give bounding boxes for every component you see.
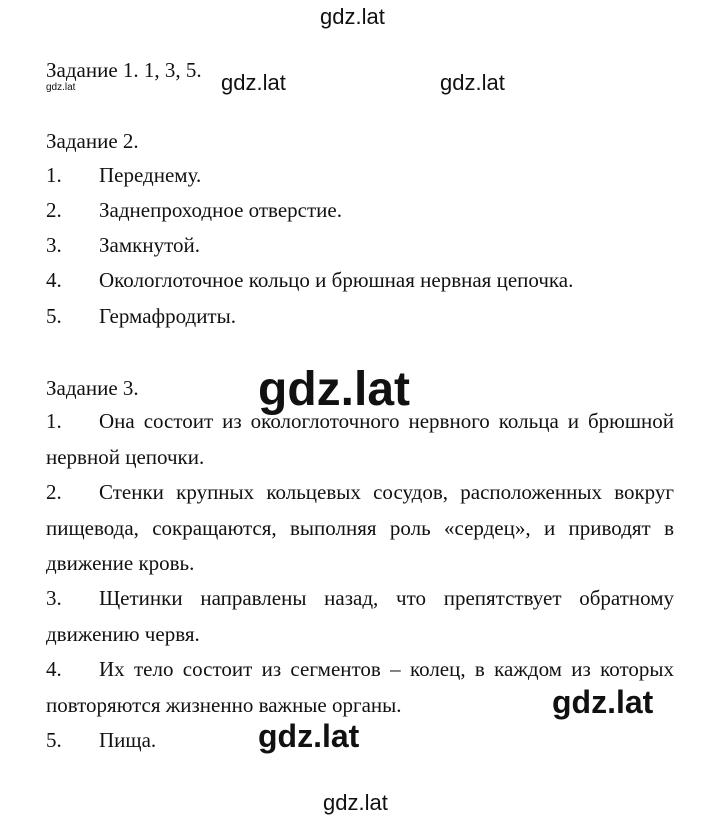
item-number: 3. <box>46 586 62 610</box>
item-number: 1. <box>46 163 62 187</box>
item-text: Гермафродиты. <box>99 304 236 328</box>
item-text: Пища. <box>99 728 157 752</box>
task3-item-5 <box>46 723 674 759</box>
task2-heading: Задание 2. <box>46 129 139 153</box>
watermark-top: gdz.lat <box>320 4 385 29</box>
watermark-c: gdz.lat <box>552 684 654 720</box>
item-number: 1. <box>46 409 62 433</box>
item-number: 5. <box>46 304 62 328</box>
task3-item-3 <box>46 581 674 652</box>
task3-item-2 <box>46 475 674 582</box>
item-text: Стенки крупных кольцевых сосудов, расположенных вокруг пищевода, сокращаются, выполняя роль «сердец», и приводят в движение кровь. <box>46 480 674 575</box>
item-number: 3. <box>46 233 62 257</box>
item-number: 2. <box>46 480 62 504</box>
task1-heading: Задание 1. 1, 3, 5. <box>46 58 202 82</box>
item-number: 2. <box>46 198 62 222</box>
item-text: Их тело состоит из сегментов – колец, в каждом из которых повторяются жизненно важные органы. <box>46 657 674 717</box>
task3-heading: Задание 3. <box>46 376 139 400</box>
watermark-mid-b: gdz.lat <box>440 70 505 95</box>
watermark-mid-a: gdz.lat <box>221 70 286 95</box>
item-text: Окологлоточное кольцо и брюшная нервная цепочка. <box>99 268 574 292</box>
item-number: 5. <box>46 728 62 752</box>
item-text: Щетинки направлены назад, что препятствует обратному движению червя. <box>46 586 674 646</box>
item-text: Замкнутой. <box>99 233 200 257</box>
item-text: Она состоит из окологлоточного нервного кольца и брюшной нервной цепочки. <box>46 409 674 469</box>
item-text: Заднепроходное отверстие. <box>99 198 342 222</box>
item-number: 4. <box>46 268 62 292</box>
watermark-bottom: gdz.lat <box>323 790 388 815</box>
item-text: Переднему. <box>99 163 202 187</box>
watermark-d: gdz.lat <box>258 718 360 754</box>
item-number: 4. <box>46 657 62 681</box>
watermark-big: gdz.lat <box>258 363 410 416</box>
watermark-small: gdz.lat <box>46 82 76 93</box>
